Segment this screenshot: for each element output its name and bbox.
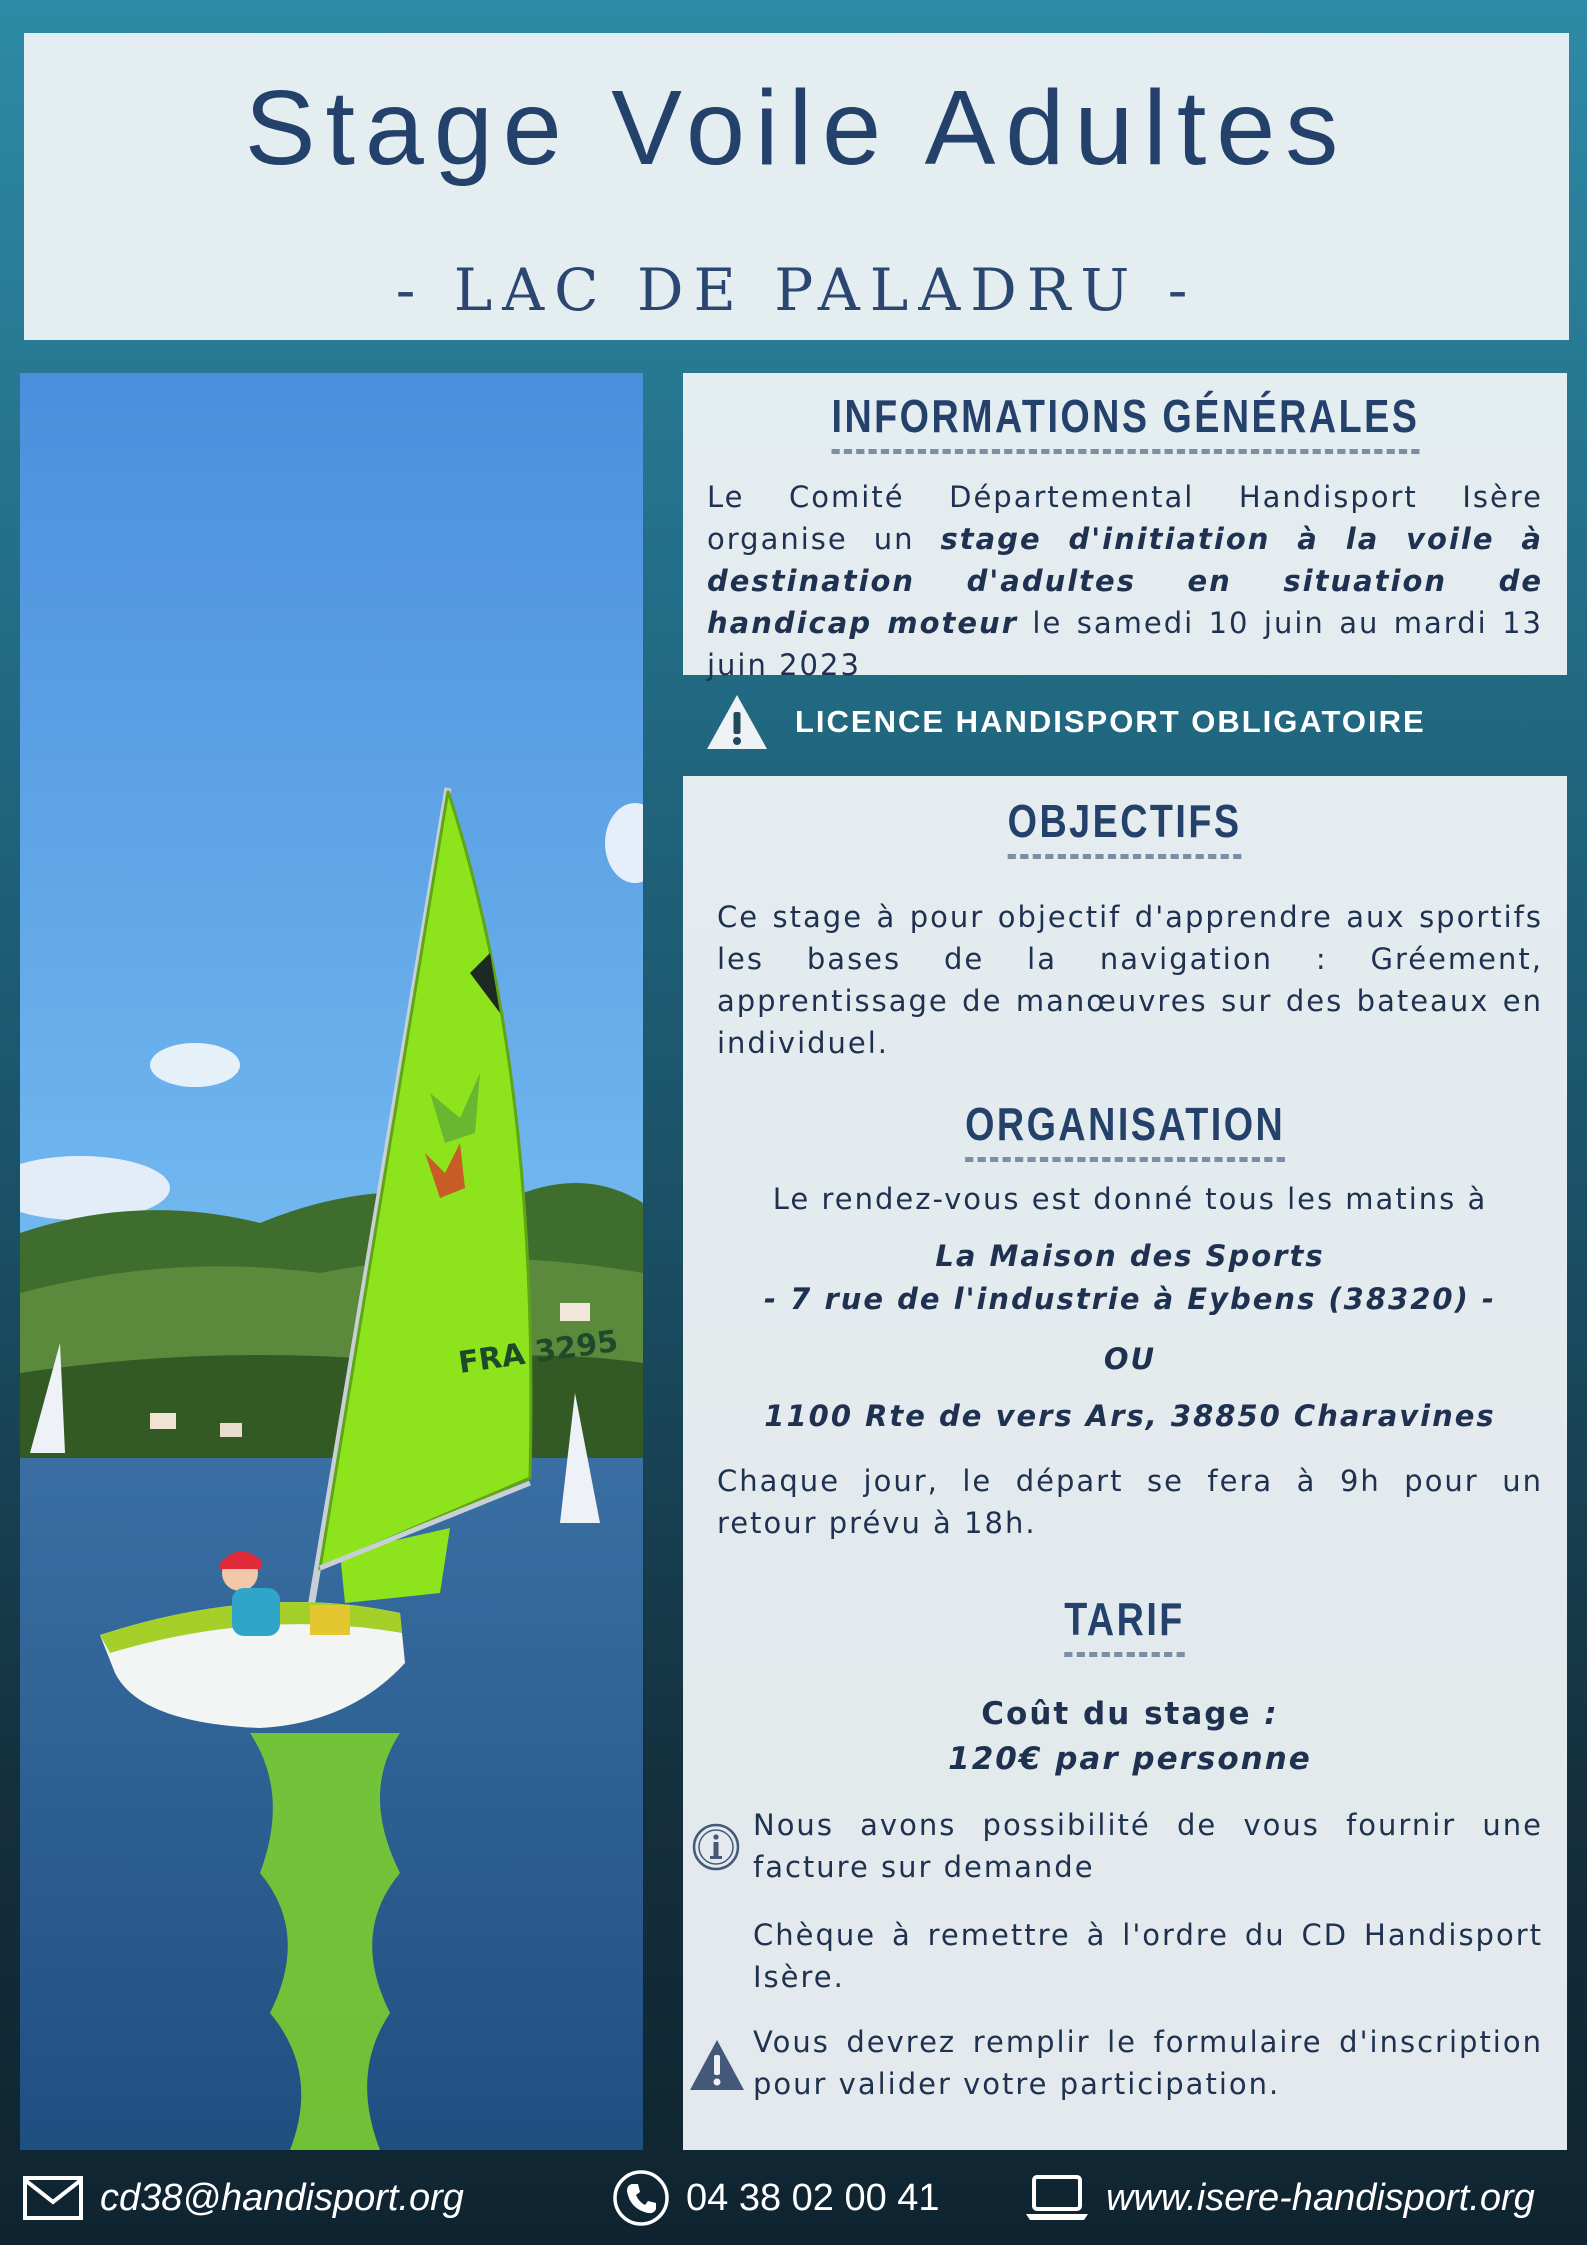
phone-icon — [612, 2169, 670, 2227]
licence-text: LICENCE HANDISPORT OBLIGATOIRE — [795, 704, 1426, 739]
cost-label: Coût du stage : — [981, 1696, 1279, 1732]
website-link[interactable] — [1024, 2170, 1535, 2226]
page-title: Stage Voile Adultes — [244, 69, 1349, 187]
content-panel — [683, 776, 1567, 2150]
sailboat-illustration — [20, 373, 643, 2150]
organisation-heading: ORGANISATION — [683, 1101, 1567, 1162]
invoice-note: Nous avons possibilité de vous fournir une facture sur demande — [753, 1808, 1543, 1884]
contact-footer — [0, 2150, 1587, 2245]
laptop-icon — [1024, 2174, 1090, 2222]
info-text: Le Comité Départemental Handisport Isère organise un stage d'initiation à la voile à destination d'adultes en situation de handicap moteur le samedi 10 juin au mardi 13 juin 2023 — [707, 480, 1543, 682]
phone-link[interactable] — [612, 2170, 940, 2226]
tarif-heading: TARIF — [683, 1596, 1567, 1657]
page-subtitle: - LAC DE PALADRU - — [395, 256, 1198, 324]
info-circle-icon — [691, 1822, 741, 1872]
warning-icon — [688, 2038, 746, 2092]
cheque-note: Chèque à remettre à l'ordre du CD Handisport Isère. — [753, 1918, 1543, 1994]
phone-text: 04 38 02 00 41 — [686, 2176, 940, 2219]
warning-icon — [705, 692, 769, 752]
email-text: cd38@handisport.org — [100, 2176, 464, 2219]
objectifs-text: Ce stage à pour objectif d'apprendre aux sportifs les bases de la navigation : Gréement, apprentissage de manœuvres sur des bateaux en individuel. — [717, 900, 1543, 1060]
info-heading: INFORMATIONS GÉNÉRALES — [707, 373, 1543, 454]
alternate-address: 1100 Rte de vers Ars, 38850 Charavines — [764, 1399, 1496, 1433]
email-link[interactable] — [22, 2170, 464, 2226]
registration-note: Vous devrez remplir le formulaire d'inscription pour valider votre participation. — [753, 2025, 1543, 2101]
licence-notice — [683, 680, 1567, 764]
envelope-icon — [22, 2175, 84, 2221]
meeting-place: La Maison des Sports — [935, 1239, 1325, 1273]
objectifs-heading: OBJECTIFS — [683, 798, 1567, 859]
schedule-text: Chaque jour, le départ se fera à 9h pour un retour prévu à 18h. — [717, 1464, 1543, 1540]
sail-number: FRA 3295 — [456, 1323, 621, 1381]
meeting-address: - 7 rue de l'industrie à Eybens (38320) - — [764, 1282, 1496, 1316]
address-separator: OU — [1103, 1342, 1157, 1376]
info-panel — [683, 373, 1567, 682]
sailing-photo — [20, 373, 643, 2150]
cost-value: 120€ par personne — [948, 1741, 1312, 1777]
organisation-intro: Le rendez-vous est donné tous les matins à — [772, 1182, 1488, 1216]
title-panel — [24, 33, 1569, 340]
website-text: www.isere-handisport.org — [1106, 2176, 1535, 2219]
